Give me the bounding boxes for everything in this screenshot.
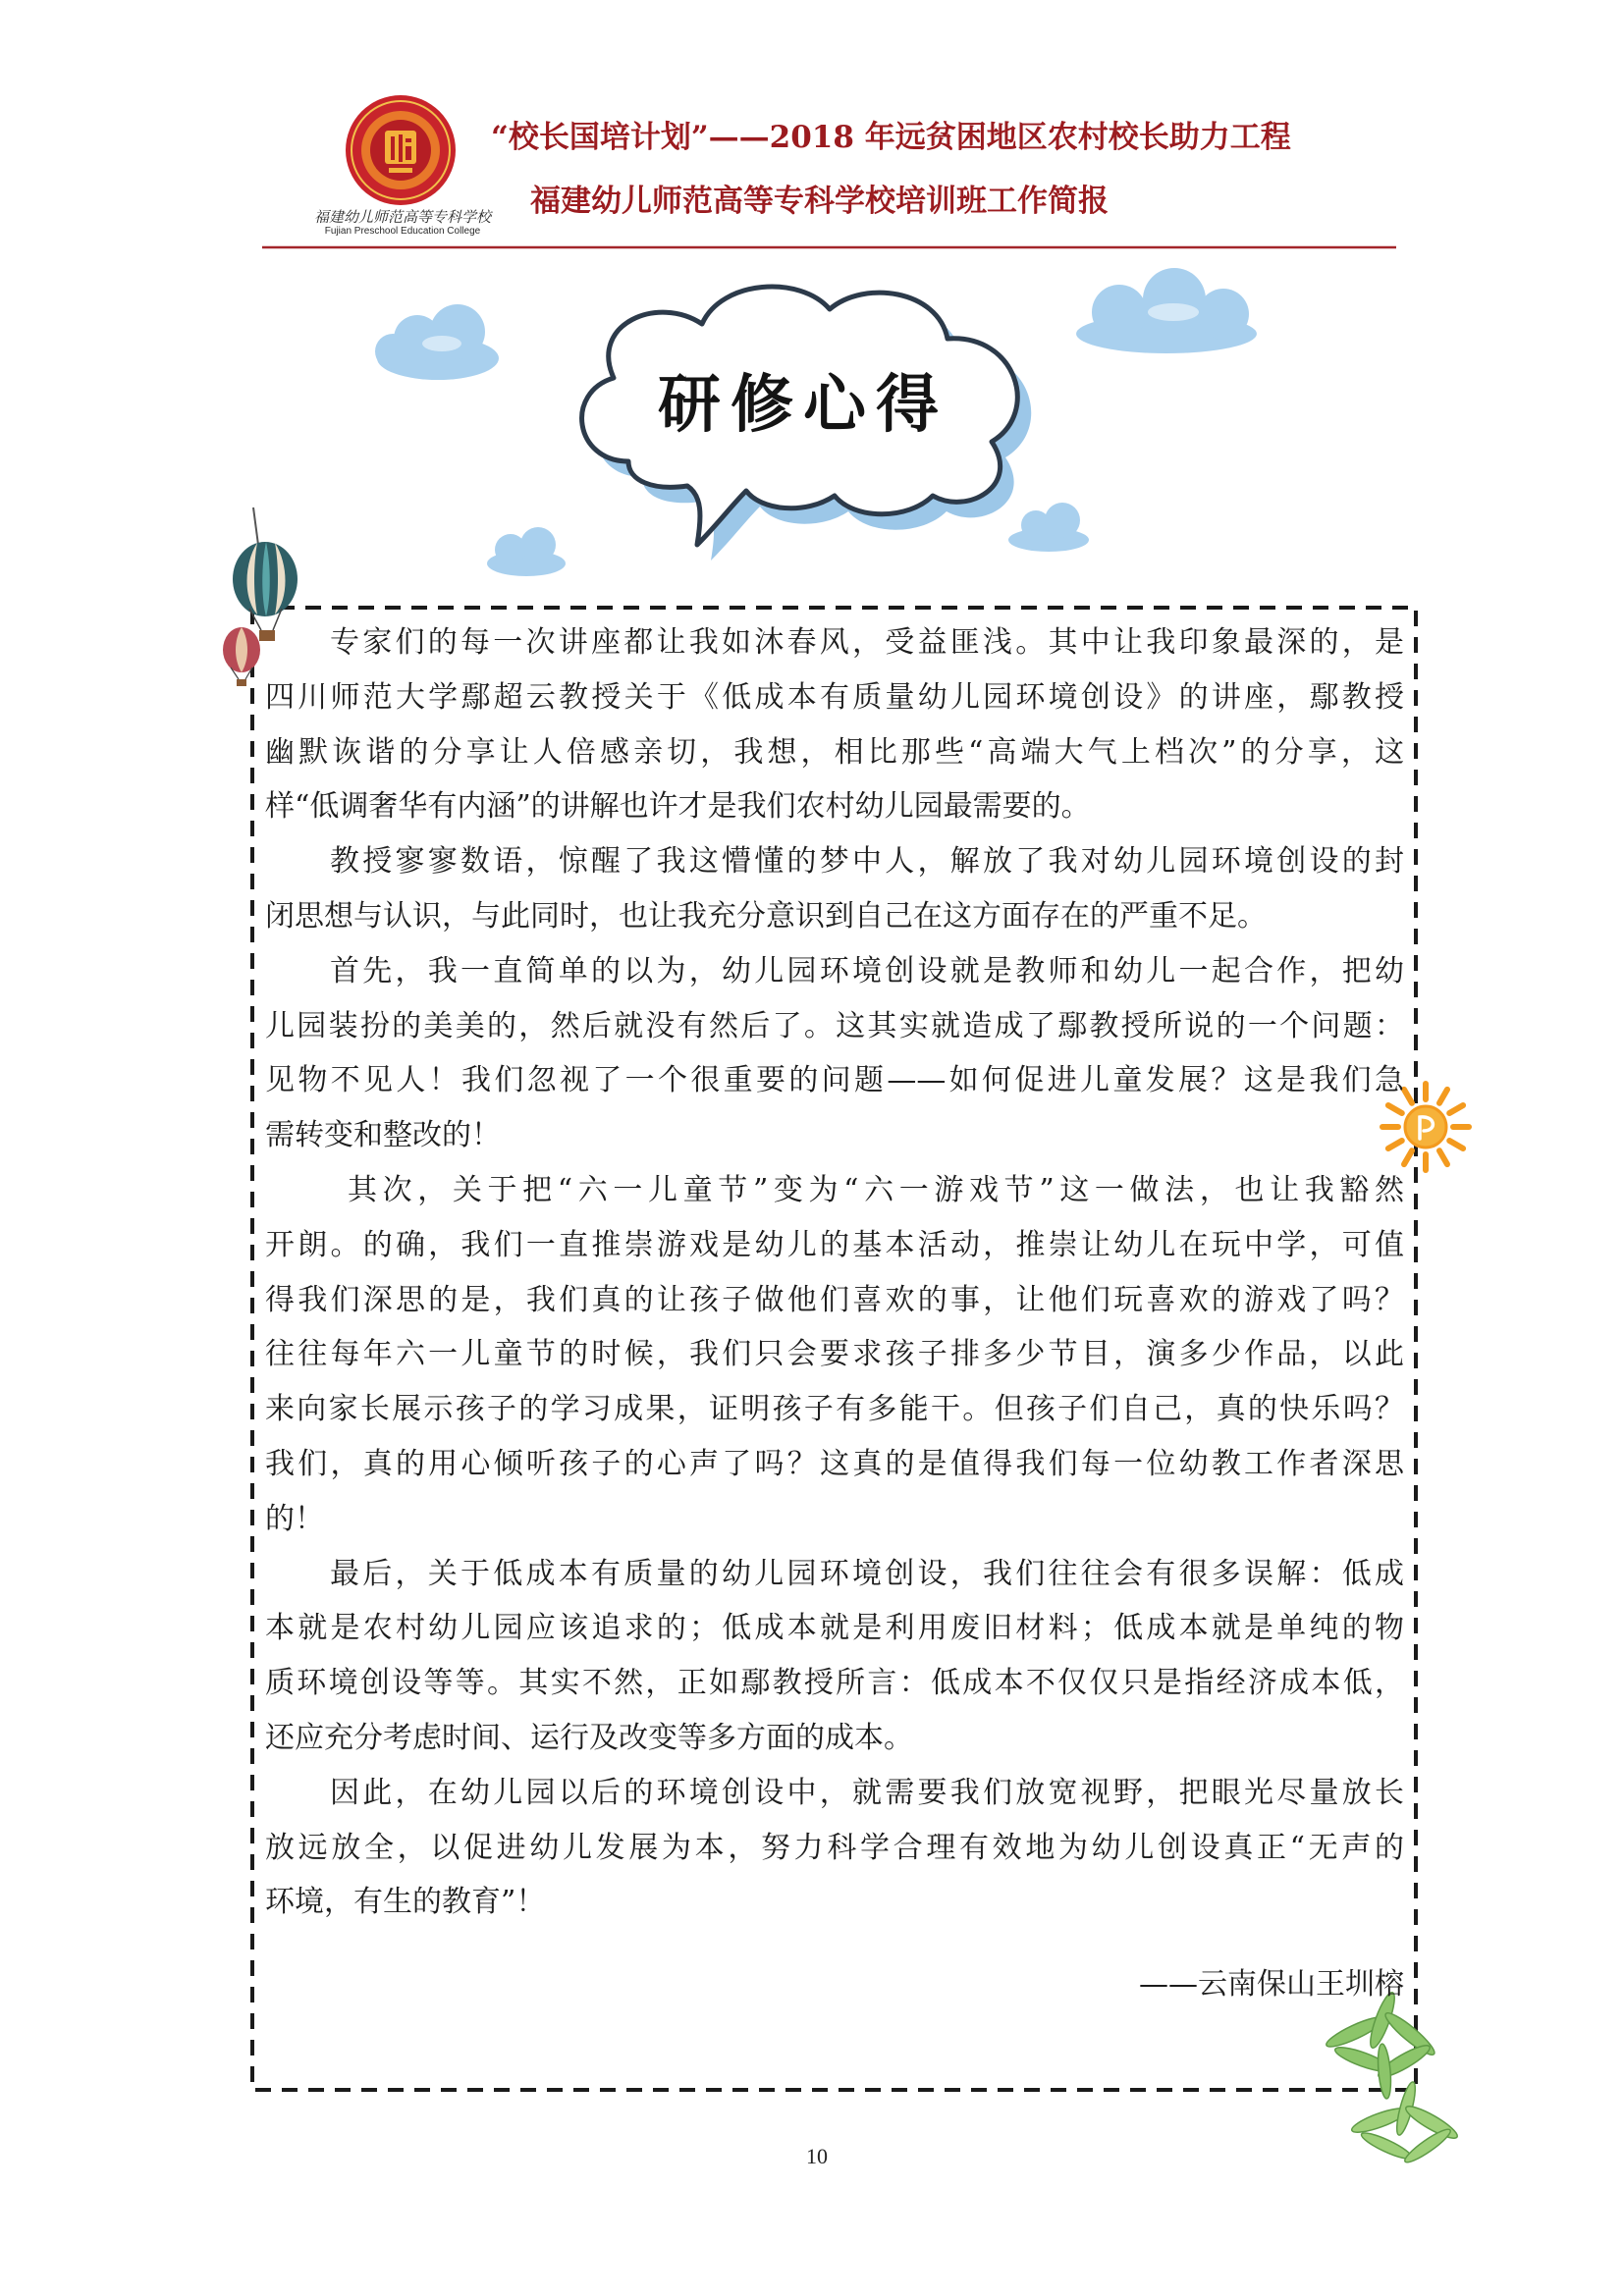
school-logo-icon <box>346 95 456 205</box>
paragraph <box>265 1547 1404 1766</box>
header-title-line2: 福建幼儿师范高等专科学校培训班工作简报 <box>530 184 1109 219</box>
paragraph <box>265 1163 1404 1547</box>
page-number: 10 <box>806 2144 828 2168</box>
cloud-icon <box>1076 268 1257 353</box>
text-line: 的！ <box>265 1501 324 1536</box>
paragraph <box>265 615 1404 834</box>
text-line: 幽默诙谐的分享让人倍感亲切，我想，相比那些“高端大气上档次”的分享，这 <box>265 734 1404 770</box>
text-line: 最后，关于低成本有质量的幼儿园环境创设，我们往往会有很多误解：低成 <box>330 1556 1404 1591</box>
text-line: 需转变和整改的！ <box>265 1118 501 1153</box>
paragraph <box>265 944 1404 1163</box>
text-line: 样“低调奢华有内涵”的讲解也许才是我们农村幼儿园最需要的。 <box>265 789 1091 825</box>
cloud-icon <box>1008 503 1089 552</box>
text-line: 本就是农村幼儿园应该追求的；低成本就是利用废旧材料；低成本就是单纯的物 <box>265 1611 1404 1646</box>
text-line: 教授寥寥数语，惊醒了我这懵懂的梦中人，解放了我对幼儿园环境创设的封 <box>330 844 1404 880</box>
text-line: 开朗。的确，我们一直推崇游戏是幼儿的基本活动，推崇让幼儿在玩中学，可值 <box>265 1227 1404 1262</box>
text-line: 环境，有生的教育”！ <box>265 1885 546 1920</box>
text-line: 往往每年六一儿童节的时候，我们只会要求孩子排多少节目，演多少作品，以此 <box>265 1337 1404 1372</box>
section-title: 研修心得 <box>658 368 948 442</box>
text-line: 得我们深思的是，我们真的让孩子做他们喜欢的事，让他们玩喜欢的游戏了吗？ <box>265 1282 1404 1317</box>
paragraph <box>265 834 1404 944</box>
text-line: 质环境创设等等。其实不然，正如鄢教授所言：低成本不仅仅只是指经济成本低， <box>265 1666 1404 1701</box>
text-line: 四川师范大学鄢超云教授关于《低成本有质量幼儿园环境创设》的讲座，鄢教授 <box>265 679 1404 715</box>
text-line: 还应充分考虑时间、运行及改变等多方面的成本。 <box>265 1720 913 1755</box>
text-line: 因此，在幼儿园以后的环境创设中，就需要我们放宽视野，把眼光尽量放长 <box>330 1775 1404 1810</box>
article-body <box>265 615 1404 2012</box>
text-line: 我们，真的用心倾听孩子的心声了吗？这真的是值得我们每一位幼教工作者深思 <box>265 1446 1404 1481</box>
hot-air-balloon-icon <box>223 627 260 686</box>
author-signature: ——云南保山王圳榕 <box>1139 1967 1404 2002</box>
text-line: 见物不见人！我们忽视了一个很重要的问题——如何促进儿童发展？这是我们急 <box>265 1063 1404 1098</box>
header-title-line1: “校长国培计划”——2018 年远贫困地区农村校长助力工程 <box>491 120 1291 155</box>
text-line: 放远放全，以促进幼儿发展为本，努力科学合理有效地为幼儿创设真正“无声的 <box>265 1830 1404 1865</box>
text-line: 首先，我一直简单的以为，幼儿园环境创设就是教师和幼儿一起合作，把幼 <box>330 953 1404 988</box>
text-line: 闭思想与认识，与此同时，也让我充分意识到自己在这方面存在的严重不足。 <box>265 898 1267 934</box>
text-line: 儿园装扮的美美的，然后就没有然后了。这其实就造成了鄢教授所说的一个问题： <box>265 1008 1404 1043</box>
cloud-icon <box>487 527 566 576</box>
text-line: 来向家长展示孩子的学习成果，证明孩子有多能干。但孩子们自己，真的快乐吗？ <box>265 1392 1404 1427</box>
bamboo-leaf-icon <box>1349 2080 1460 2166</box>
paragraph <box>265 1766 1404 1930</box>
text-line: 其次，关于把“六一儿童节”变为“六一游戏节”这一做法，也让我豁然 <box>348 1172 1404 1207</box>
logo-school-name-en: Fujian Preschool Education College <box>324 226 481 237</box>
logo-school-name-cn: 福建幼儿师范高等专科学校 <box>313 208 491 226</box>
cloud-icon <box>375 304 499 380</box>
text-line: 专家们的每一次讲座都让我如沐春风，受益匪浅。其中让我印象最深的，是 <box>330 625 1404 660</box>
